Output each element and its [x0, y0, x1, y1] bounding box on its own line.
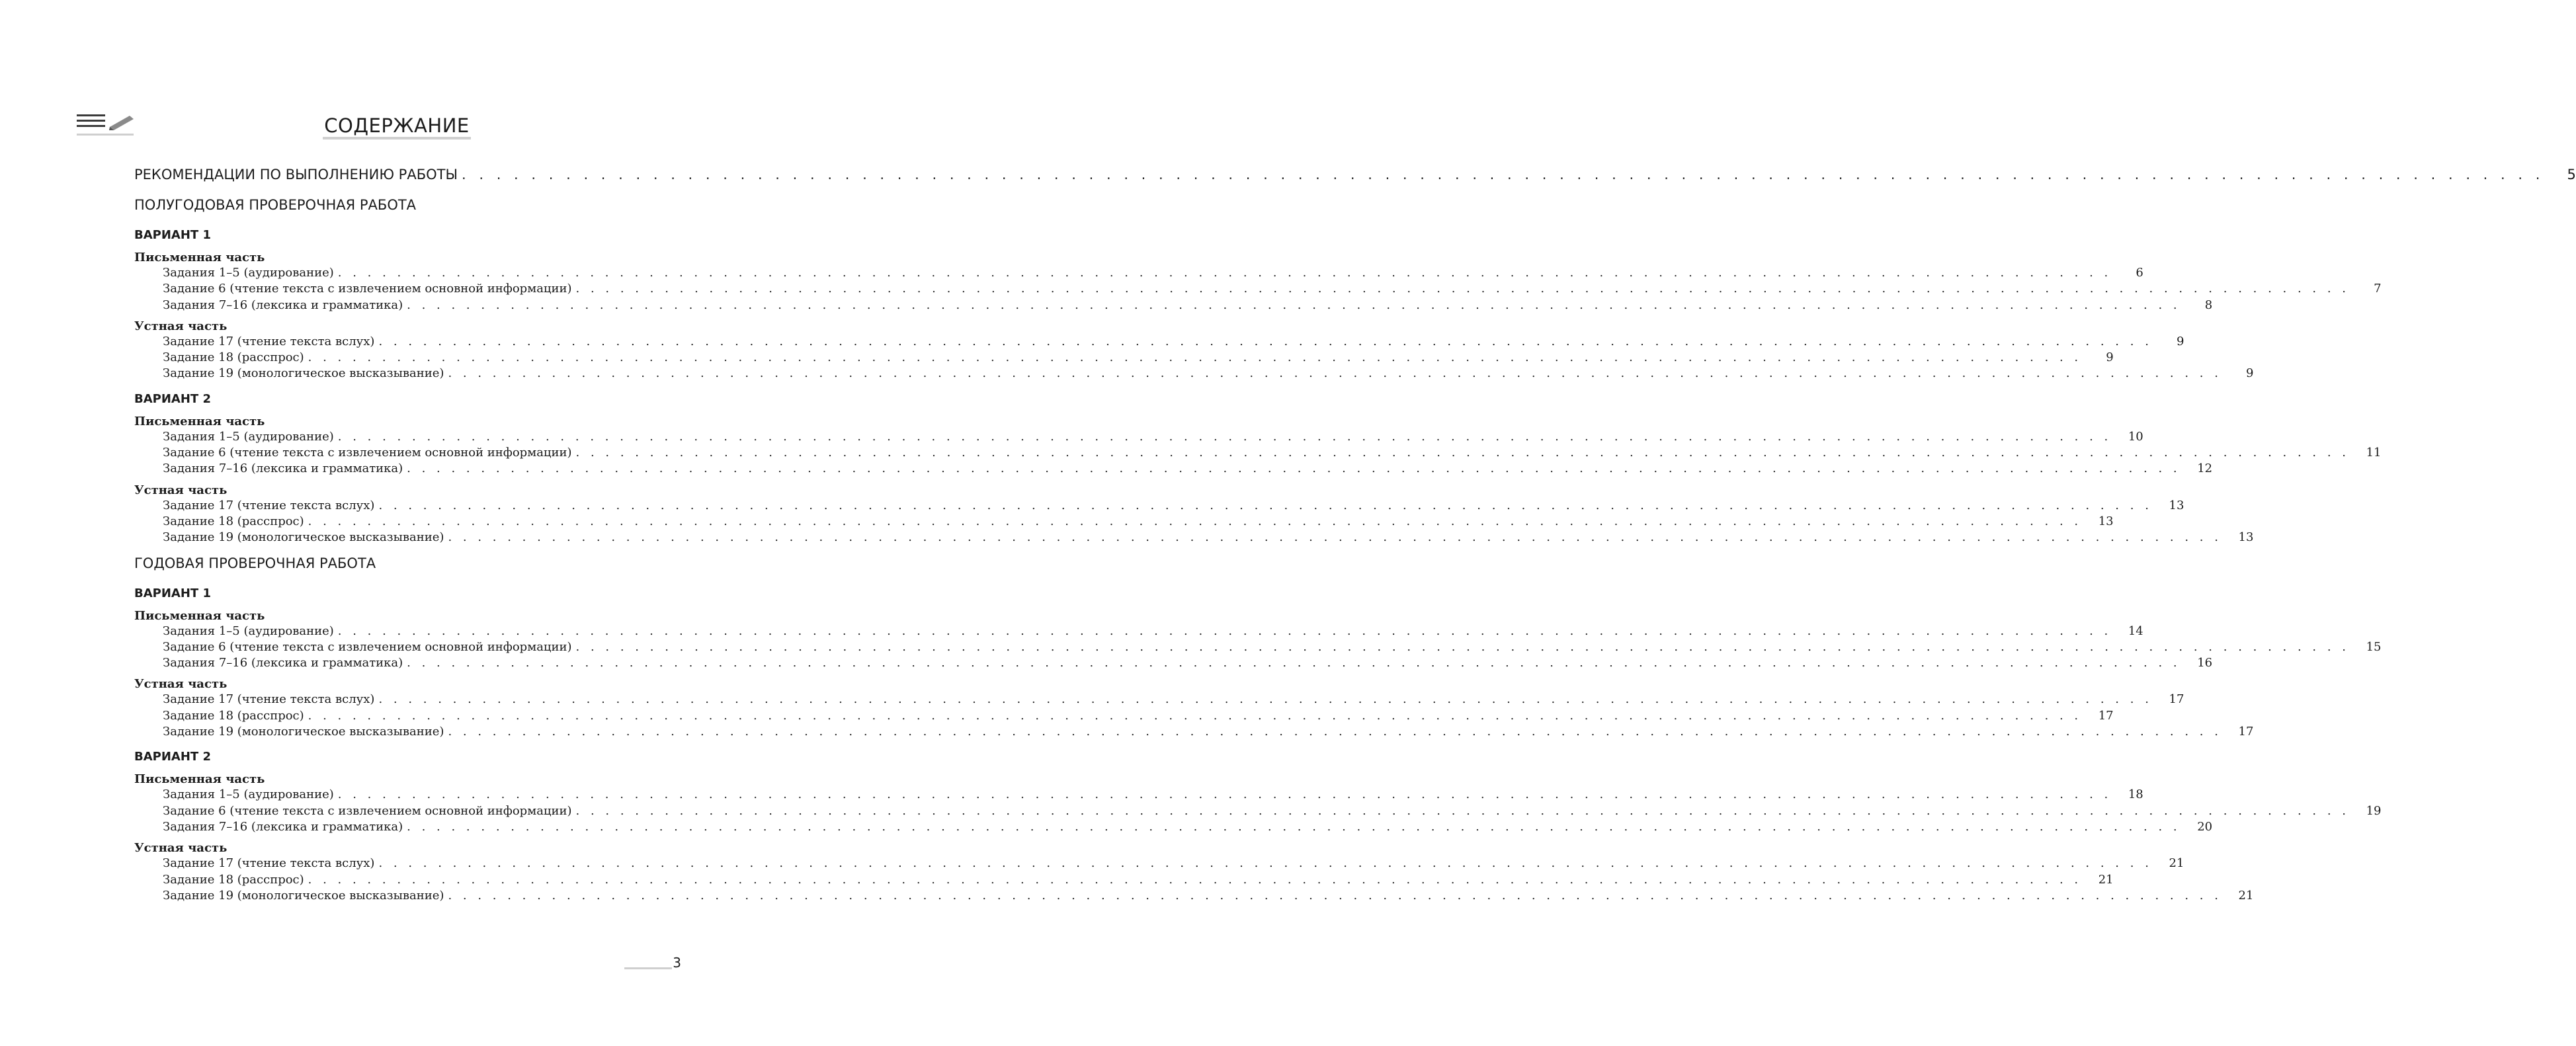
toc-entry-page: 13 — [2098, 514, 2114, 528]
oral-part-heading: Устная часть — [134, 483, 228, 497]
toc-entry-label: Задание 19 (монологическое высказывание) — [163, 366, 444, 381]
toc-entry[interactable] — [134, 281, 2382, 297]
variant-heading: ВАРИАНТ 2 — [134, 391, 211, 406]
toc-entry[interactable] — [134, 655, 2213, 671]
toc-entry-page: 9 — [2176, 334, 2184, 348]
leader-dots: . . . . . . . . . . . . . . . . . . . . . . . . . . . . . . . . . . . . . . . . . . . . . . . . . . . . . . . . . . . . . . . . . . . . . . . . . . . . . . . . . . . . . . . . . . . . . . . . . . . . . . . . . . . . . . . . . . . . . . . . — [448, 530, 2222, 545]
toc-entry[interactable] — [134, 445, 2382, 461]
oral-part-heading: Устная часть — [134, 319, 228, 333]
toc-entry-label: Задание 17 (чтение текста вслух) — [163, 692, 375, 707]
toc-entry-label: Задание 17 (чтение текста вслух) — [163, 498, 375, 512]
toc-entry-page: 9 — [2106, 350, 2114, 365]
leader-dots: . . . . . . . . . . . . . . . . . . . . . . . . . . . . . . . . . . . . . . . . . . . . . . . . . . . . . . . . . . . . . . . . . . . . . . . . . . . . . . . . . . . . . . . . . . . . . . . . . . . . . . . . . . . . . . . . . . . . . . . . — [575, 803, 2350, 818]
toc-entry[interactable] — [134, 639, 2382, 655]
toc-entry[interactable] — [134, 724, 2254, 740]
leader-dots: . . . . . . . . . . . . . . . . . . . . . . . . . . . . . . . . . . . . . . . . . . . . . . . . . . . . . . . . . . . . . . . . . . . . . . . . . . . . . . . . . . . . . . . . . . . . . . . . . . . . . . . . . . . . . . . . . . . . . . . . — [448, 888, 2222, 903]
toc-entry-page: 10 — [2128, 429, 2143, 444]
toc-entry-label: Задание 18 (расспрос) — [163, 514, 304, 528]
leader-dots: . . . . . . . . . . . . . . . . . . . . . . . . . . . . . . . . . . . . . . . . . . . . . . . . . . . . . . . . . . . . . . . . . . . . . . . . . . . . . . . . . . . . . . . . . . . . . . . . . . . . . . . . . . . . . . . . . . . . . . . . — [308, 514, 2082, 528]
toc-entry[interactable] — [134, 872, 2114, 888]
toc-entry-page: 17 — [2169, 692, 2184, 707]
leader-dots: . . . . . . . . . . . . . . . . . . . . . . . . . . . . . . . . . . . . . . . . . . . . . . . . . . . . . . . . . . . . . . . . . . . . . . . . . . . . . . . . . . . . . . . . . . . . . . . . . . . . . . . . . . . . . . . . . . . . . . . . — [378, 692, 2153, 707]
toc-entry[interactable] — [134, 350, 2114, 366]
toc-entry[interactable] — [134, 514, 2114, 530]
toc-entry-label: Задания 1–5 (аудирование) — [163, 429, 334, 444]
leader-dots: . . . . . . . . . . . . . . . . . . . . . . . . . . . . . . . . . . . . . . . . . . . . . . . . . . . . . . . . . . . . . . . . . . . . . . . . . . . . . . . . . . . . . . . . . . . . . . . . . . . . . . . . . . . . . . . . . . . . . . . . — [575, 639, 2350, 654]
toc-entry[interactable] — [134, 692, 2184, 707]
leader-dots: . . . . . . . . . . . . . . . . . . . . . . . . . . . . . . . . . . . . . . . . . . . . . . . . . . . . . . . . . . . . . . . . . . . . . . . . . . . . . . . . . . . . . . . . . . . . . . . . . . . . . . . . . . . . . . . . . . . . . . . . — [407, 656, 2181, 670]
toc-entry[interactable] — [134, 708, 2114, 724]
page-title: СОДЕРЖАНИЕ — [0, 112, 794, 140]
leader-dots: . . . . . . . . . . . . . . . . . . . . . . . . . . . . . . . . . . . . . . . . . . . . . . . . . . . . . . . . . . . . . . . . . . . . . . . . . . . . . . . . . . . . . . . . . . . . . . . . . . . . . . . . . . . . . . . . . . . . . . . . — [448, 366, 2222, 381]
toc-entry[interactable] — [134, 429, 2143, 445]
toc-entry[interactable] — [134, 624, 2143, 639]
toc-entry-label: Задания 7–16 (лексика и грамматика) — [163, 462, 403, 476]
toc-entry-label: Задание 6 (чтение текста с извлечением основной информации) — [163, 639, 572, 654]
toc-entry-page: 21 — [2238, 888, 2254, 903]
toc-entry-page: 11 — [2366, 446, 2382, 460]
leader-dots: . . . . . . . . . . . . . . . . . . . . . . . . . . . . . . . . . . . . . . . . . . . . . . . . . . . . . . . . . . . . . . . . . . . . . . . . . . . . . . . . . . . . . . . . . . . . . . . . . . . . . . . . . . . . . . . . . . . . . . . . — [308, 708, 2082, 723]
leader-dots: . . . . . . . . . . . . . . . . . . . . . . . . . . . . . . . . . . . . . . . . . . . . . . . . . . . . . . . . . . . . . . . . . . . . . . . . . . . . . . . . . . . . . . . . . . . . . . . . . . . . . . . . . . . . . . . . . . . . . . . . — [337, 624, 2112, 638]
leader-dots: . . . . . . . . . . . . . . . . . . . . . . . . . . . . . . . . . . . . . . . . . . . . . . . . . . . . . . . . . . . . . . . . . . . . . . . . . . . . . . . . . . . . . . . . . . . . . . . . . . . . . . . . . . . . . . . . . . . . . . . . — [407, 462, 2181, 476]
leader-dots: . . . . . . . . . . . . . . . . . . . . . . . . . . . . . . . . . . . . . . . . . . . . . . . . . . . . . . . . . . . . . . . . . . . . . . . . . . . . . . . . . . . . . . . . . . . . . . . . . . . . . . . . . . . . . . . . . . . . . . . . — [462, 167, 2544, 182]
toc-entry-page: 9 — [2245, 366, 2254, 381]
written-part-heading: Письменная часть — [134, 414, 265, 428]
toc-entry-page: 8 — [2204, 298, 2213, 312]
toc-entry[interactable] — [134, 888, 2254, 904]
toc-entry-page: 19 — [2366, 803, 2382, 818]
toc-entry-label: Задания 7–16 (лексика и грамматика) — [163, 656, 403, 670]
toc-entry-page: 13 — [2169, 498, 2184, 512]
toc-entry-label: Задание 17 (чтение текста вслух) — [163, 334, 375, 348]
toc-entry-label: Задание 17 (чтение текста вслух) — [163, 856, 375, 871]
written-part-heading: Письменная часть — [134, 251, 265, 264]
toc-entry-label: РЕКОМЕНДАЦИИ ПО ВЫПОЛНЕНИЮ РАБОТЫ — [134, 167, 458, 182]
variant-heading: ВАРИАНТ 2 — [134, 750, 211, 764]
leader-dots: . . . . . . . . . . . . . . . . . . . . . . . . . . . . . . . . . . . . . . . . . . . . . . . . . . . . . . . . . . . . . . . . . . . . . . . . . . . . . . . . . . . . . . . . . . . . . . . . . . . . . . . . . . . . . . . . . . . . . . . . — [337, 429, 2112, 444]
written-part-heading: Письменная часть — [134, 772, 265, 787]
toc-entry[interactable] — [134, 803, 2382, 819]
toc-entry-label: Задание 19 (монологическое высказывание) — [163, 530, 444, 545]
leader-dots: . . . . . . . . . . . . . . . . . . . . . . . . . . . . . . . . . . . . . . . . . . . . . . . . . . . . . . . . . . . . . . . . . . . . . . . . . . . . . . . . . . . . . . . . . . . . . . . . . . . . . . . . . . . . . . . . . . . . . . . . — [575, 282, 2350, 296]
toc-entry-label: Задание 18 (расспрос) — [163, 708, 304, 723]
leader-dots: . . . . . . . . . . . . . . . . . . . . . . . . . . . . . . . . . . . . . . . . . . . . . . . . . . . . . . . . . . . . . . . . . . . . . . . . . . . . . . . . . . . . . . . . . . . . . . . . . . . . . . . . . . . . . . . . . . . . . . . . — [448, 725, 2222, 739]
toc-entry-page: 13 — [2238, 530, 2254, 545]
toc-entry-page: 17 — [2238, 725, 2254, 739]
toc-entry-page: 21 — [2169, 856, 2184, 871]
leader-dots: . . . . . . . . . . . . . . . . . . . . . . . . . . . . . . . . . . . . . . . . . . . . . . . . . . . . . . . . . . . . . . . . . . . . . . . . . . . . . . . . . . . . . . . . . . . . . . . . . . . . . . . . . . . . . . . . . . . . . . . . — [308, 872, 2082, 887]
toc-entry-page: 12 — [2197, 462, 2213, 476]
toc-entry-page: 14 — [2128, 624, 2143, 638]
leader-dots: . . . . . . . . . . . . . . . . . . . . . . . . . . . . . . . . . . . . . . . . . . . . . . . . . . . . . . . . . . . . . . . . . . . . . . . . . . . . . . . . . . . . . . . . . . . . . . . . . . . . . . . . . . . . . . . . . . . . . . . . — [378, 856, 2153, 871]
variant-heading: ВАРИАНТ 1 — [134, 228, 211, 242]
toc-entry[interactable] — [134, 530, 2254, 545]
toc-entry-page: 21 — [2098, 872, 2114, 887]
toc-entry-label: Задание 19 (монологическое высказывание) — [163, 888, 444, 903]
table-of-contents — [134, 161, 2576, 904]
leader-dots: . . . . . . . . . . . . . . . . . . . . . . . . . . . . . . . . . . . . . . . . . . . . . . . . . . . . . . . . . . . . . . . . . . . . . . . . . . . . . . . . . . . . . . . . . . . . . . . . . . . . . . . . . . . . . . . . . . . . . . . . — [308, 350, 2082, 365]
toc-entry-label: Задания 1–5 (аудирование) — [163, 624, 334, 638]
leader-dots: . . . . . . . . . . . . . . . . . . . . . . . . . . . . . . . . . . . . . . . . . . . . . . . . . . . . . . . . . . . . . . . . . . . . . . . . . . . . . . . . . . . . . . . . . . . . . . . . . . . . . . . . . . . . . . . . . . . . . . . . — [407, 819, 2181, 834]
leader-dots: . . . . . . . . . . . . . . . . . . . . . . . . . . . . . . . . . . . . . . . . . . . . . . . . . . . . . . . . . . . . . . . . . . . . . . . . . . . . . . . . . . . . . . . . . . . . . . . . . . . . . . . . . . . . . . . . . . . . . . . . — [378, 498, 2153, 512]
variant-heading: ВАРИАНТ 1 — [134, 586, 211, 600]
toc-entry-page: 5 — [2567, 167, 2576, 182]
section-heading: ГОДОВАЯ ПРОВЕРОЧНАЯ РАБОТА — [134, 555, 376, 571]
toc-entry-label: Задание 6 (чтение текста с извлечением основной информации) — [163, 803, 572, 818]
toc-entry[interactable] — [134, 366, 2254, 382]
toc-entry-label: Задание 18 (расспрос) — [163, 350, 304, 365]
toc-entry-label: Задания 1–5 (аудирование) — [163, 266, 334, 280]
toc-entry[interactable] — [134, 856, 2184, 871]
toc-entry[interactable] — [134, 498, 2184, 514]
leader-dots: . . . . . . . . . . . . . . . . . . . . . . . . . . . . . . . . . . . . . . . . . . . . . . . . . . . . . . . . . . . . . . . . . . . . . . . . . . . . . . . . . . . . . . . . . . . . . . . . . . . . . . . . . . . . . . . . . . . . . . . . — [407, 298, 2181, 312]
toc-entry-page: 6 — [2136, 266, 2143, 280]
toc-entry-label: Задание 6 (чтение текста с извлечением основной информации) — [163, 446, 572, 460]
toc-entry-label: Задания 1–5 (аудирование) — [163, 787, 334, 802]
leader-dots: . . . . . . . . . . . . . . . . . . . . . . . . . . . . . . . . . . . . . . . . . . . . . . . . . . . . . . . . . . . . . . . . . . . . . . . . . . . . . . . . . . . . . . . . . . . . . . . . . . . . . . . . . . . . . . . . . . . . . . . . — [575, 446, 2350, 460]
toc-entry[interactable] — [134, 265, 2143, 281]
oral-part-heading: Устная часть — [134, 841, 228, 856]
toc-entry-page: 20 — [2197, 819, 2213, 834]
toc-entry[interactable] — [134, 819, 2213, 835]
written-part-heading: Письменная часть — [134, 608, 265, 623]
toc-entry-page: 17 — [2098, 708, 2114, 723]
leader-dots: . . . . . . . . . . . . . . . . . . . . . . . . . . . . . . . . . . . . . . . . . . . . . . . . . . . . . . . . . . . . . . . . . . . . . . . . . . . . . . . . . . . . . . . . . . . . . . . . . . . . . . . . . . . . . . . . . . . . . . . . — [337, 266, 2112, 280]
toc-entry-page: 7 — [2374, 282, 2382, 296]
toc-entry-label: Задание 6 (чтение текста с извлечением основной информации) — [163, 282, 572, 296]
oral-part-heading: Устная часть — [134, 677, 228, 692]
toc-entry[interactable] — [134, 334, 2184, 350]
toc-entry[interactable] — [134, 787, 2143, 803]
toc-entry-page: 18 — [2128, 787, 2143, 802]
toc-entry-label: Задание 19 (монологическое высказывание) — [163, 725, 444, 739]
toc-entry[interactable] — [134, 298, 2213, 313]
leader-dots: . . . . . . . . . . . . . . . . . . . . . . . . . . . . . . . . . . . . . . . . . . . . . . . . . . . . . . . . . . . . . . . . . . . . . . . . . . . . . . . . . . . . . . . . . . . . . . . . . . . . . . . . . . . . . . . . . . . . . . . . — [337, 787, 2112, 802]
toc-entry-label: Задания 7–16 (лексика и грамматика) — [163, 819, 403, 834]
toc-entry-page: 15 — [2366, 639, 2382, 654]
toc-entry-page: 16 — [2197, 656, 2213, 670]
page-number: 3 — [673, 955, 681, 971]
leader-dots: . . . . . . . . . . . . . . . . . . . . . . . . . . . . . . . . . . . . . . . . . . . . . . . . . . . . . . . . . . . . . . . . . . . . . . . . . . . . . . . . . . . . . . . . . . . . . . . . . . . . . . . . . . . . . . . . . . . . . . . . — [378, 334, 2153, 348]
toc-entry-recommendations[interactable] — [134, 161, 2576, 188]
toc-entry[interactable] — [134, 461, 2213, 477]
section-heading: ПОЛУГОДОВАЯ ПРОВЕРОЧНАЯ РАБОТА — [134, 197, 417, 213]
toc-entry-label: Задания 7–16 (лексика и грамматика) — [163, 298, 403, 312]
toc-entry-label: Задание 18 (расспрос) — [163, 872, 304, 887]
